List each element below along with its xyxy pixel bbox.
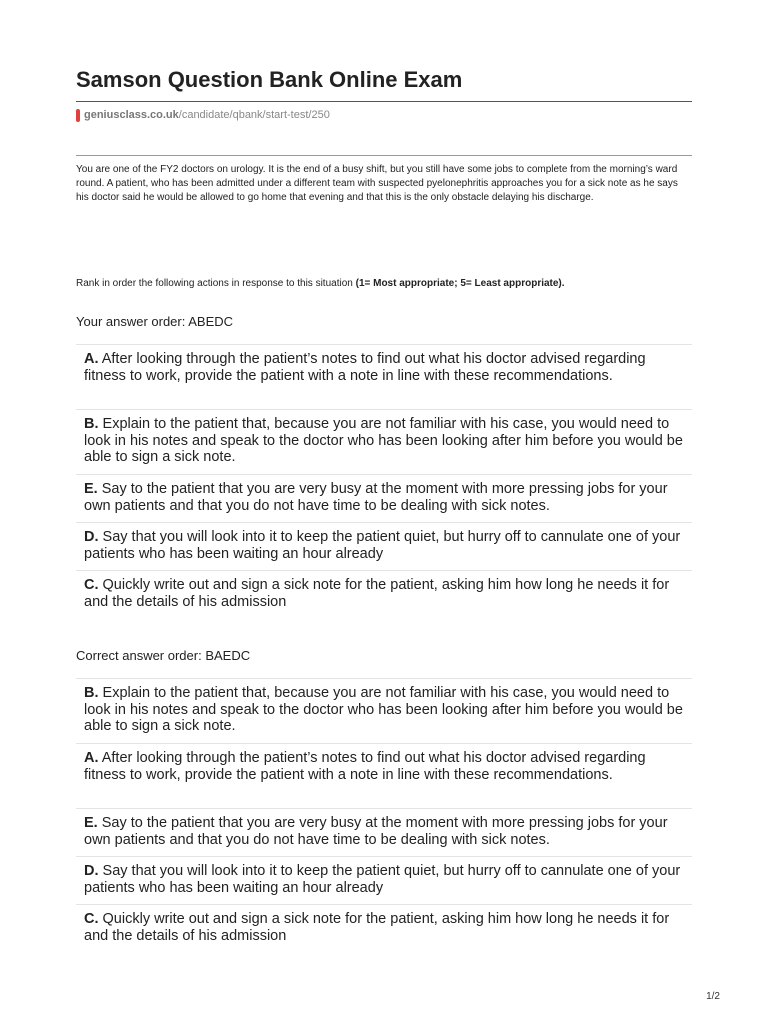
answer-option [76, 474, 692, 522]
option-text: After looking through the patient’s notes to find out what his doctor advised regarding fitness to work, provide the patient with a note in line with these recommendations. [84, 750, 646, 783]
option-letter: A. [84, 750, 99, 766]
your-answer-list [76, 344, 692, 618]
answer-option [76, 904, 692, 952]
site-favicon-icon [76, 109, 80, 122]
instruction-text: Rank in order the following actions in response to this situation [76, 278, 356, 289]
your-answer-label: Your answer order: ABEDC [76, 314, 234, 329]
answer-option [76, 856, 692, 904]
option-letter: D. [84, 863, 99, 879]
option-text: Explain to the patient that, because you are not familiar with his case, you would need to look in his notes and speak to the doctor who has been looking after him before you would be able to sign a sick note. [84, 416, 683, 465]
option-text: Quickly write out and sign a sick note for the patient, asking him how long he needs it for and the details of his admission [84, 577, 670, 610]
option-text: Quickly write out and sign a sick note for the patient, asking him how long he needs it for and the details of his admission [84, 911, 670, 944]
option-text: Say to the patient that you are very busy at the moment with more pressing jobs for your own patients and that you do not have time to be dealing with sick notes. [84, 481, 668, 514]
header-divider [76, 155, 692, 156]
url-domain: geniusclass.co.uk [84, 109, 179, 121]
option-text: After looking through the patient’s notes to find out what his doctor advised regarding fitness to work, provide the patient with a note in line with these recommendations. [84, 351, 646, 384]
option-text: Say that you will look into it to keep the patient quiet, but hurry off to cannulate one of your patients who has been waiting an hour already [84, 529, 681, 562]
option-letter: A. [84, 351, 99, 367]
option-text: Say that you will look into it to keep the patient quiet, but hurry off to cannulate one of your patients who has been waiting an hour already [84, 863, 681, 896]
answer-option [76, 522, 692, 570]
question-scenario: You are one of the FY2 doctors on urology. It is the end of a busy shift, but you still have some jobs to complete from the morning’s ward round. A patient, who has been admitted under a different team with suspected pyelonephritis approaches you for a sick note as he says his doctor said he would be allowed to go home that evening and that this is the only obstacle delaying his discharge. [76, 164, 678, 204]
answer-option [76, 808, 692, 856]
answer-option [76, 743, 692, 808]
option-letter: E. [84, 815, 98, 831]
option-letter: C. [84, 577, 99, 593]
answer-option [76, 678, 692, 743]
page-number: 1/2 [706, 991, 720, 1002]
question-instruction [76, 277, 692, 291]
source-url[interactable] [76, 107, 330, 123]
option-letter: B. [84, 416, 99, 432]
option-letter: D. [84, 529, 99, 545]
title-divider [76, 101, 692, 102]
option-text: Say to the patient that you are very busy at the moment with more pressing jobs for your own patients and that you do not have time to be dealing with sick notes. [84, 815, 668, 848]
url-path: /candidate/qbank/start-test/250 [178, 109, 330, 121]
answer-option [76, 344, 692, 409]
answer-option [76, 570, 692, 618]
option-letter: B. [84, 685, 99, 701]
correct-answer-list [76, 678, 692, 952]
option-letter: C. [84, 911, 99, 927]
option-letter: E. [84, 481, 98, 497]
page-title: Samson Question Bank Online Exam [76, 67, 463, 92]
option-text: Explain to the patient that, because you are not familiar with his case, you would need to look in his notes and speak to the doctor who has been looking after him before you would be able to sign a sick note. [84, 685, 683, 734]
correct-answer-label: Correct answer order: BAEDC [76, 648, 251, 663]
instruction-scale: (1= Most appropriate; 5= Least appropriate). [355, 278, 565, 289]
answer-option [76, 409, 692, 474]
